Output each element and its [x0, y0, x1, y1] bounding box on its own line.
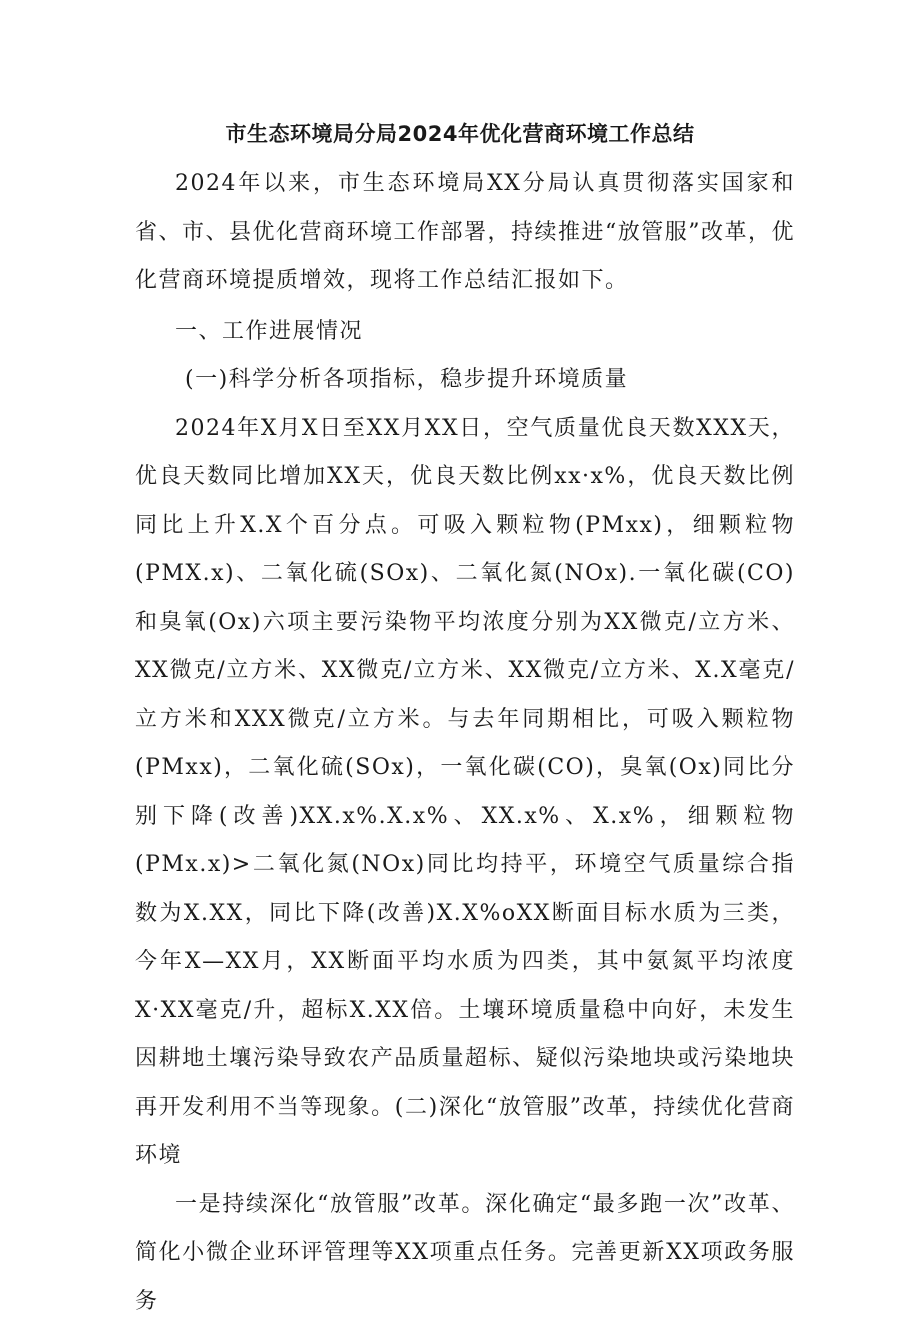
subsection-heading: (一)科学分析各项指标，稳步提升环境质量: [135, 356, 795, 405]
document-title: 市生态环境局分局2024年优化营商环境工作总结: [0, 118, 920, 148]
intro-paragraph: 2024年以来，市生态环境局XX分局认真贯彻落实国家和省、市、县优化营商环境工作部署，持续推进“放管服”改革，优化营商环境提质增效，现将工作总结汇报如下。: [135, 160, 795, 306]
body-paragraph: 一是持续深化“放管服”改革。深化确定“最多跑一次”改革、简化小微企业环评管理等XX项重点任务。完善更新XX项政务服务: [135, 1181, 795, 1326]
body-paragraph: 2024年X月X日至XX月XX日，空气质量优良天数XXX天，优良天数同比增加XX天，优良天数比例xx·x%，优良天数比例同比上升X.X个百分点。可吸入颗粒物(PMxx)，细颗粒物(PMX.x)、二氧化硫(SOx)、二氧化氮(NOx).一氧化碳(CO)和臭氧(Ox)六项主要污染物平均浓度分别为XX微克/立方米、XX微克/立方米、XX微克/立方米、XX微克/立方米、X.X毫克/立方米和XXX微克/立方米。与去年同期相比，可吸入颗粒物(PMxx)，二氧化硫(SOx)，一氧化碳(CO)，臭氧(Ox)同比分别下降(改善)XX.x%.X.x%、XX.x%、X.x%，细颗粒物(PMx.x)>二氧化氮(NOx)同比均持平，环境空气质量综合指数为X.XX，同比下降(改善)X.X%oXX断面目标水质为三类，今年X—XX月，XX断面平均水质为四类，其中氨氮平均浓度X·XX毫克/升，超标X.XX倍。土壤环境质量稳中向好，未发生因耕地土壤污染导致农产品质量超标、疑似污染地块或污染地块再开发利用不当等现象。(二)深化“放管服”改革，持续优化营商环境: [135, 405, 795, 1181]
section-heading: 一、工作进展情况: [135, 308, 795, 357]
document-body: [135, 160, 795, 1326]
